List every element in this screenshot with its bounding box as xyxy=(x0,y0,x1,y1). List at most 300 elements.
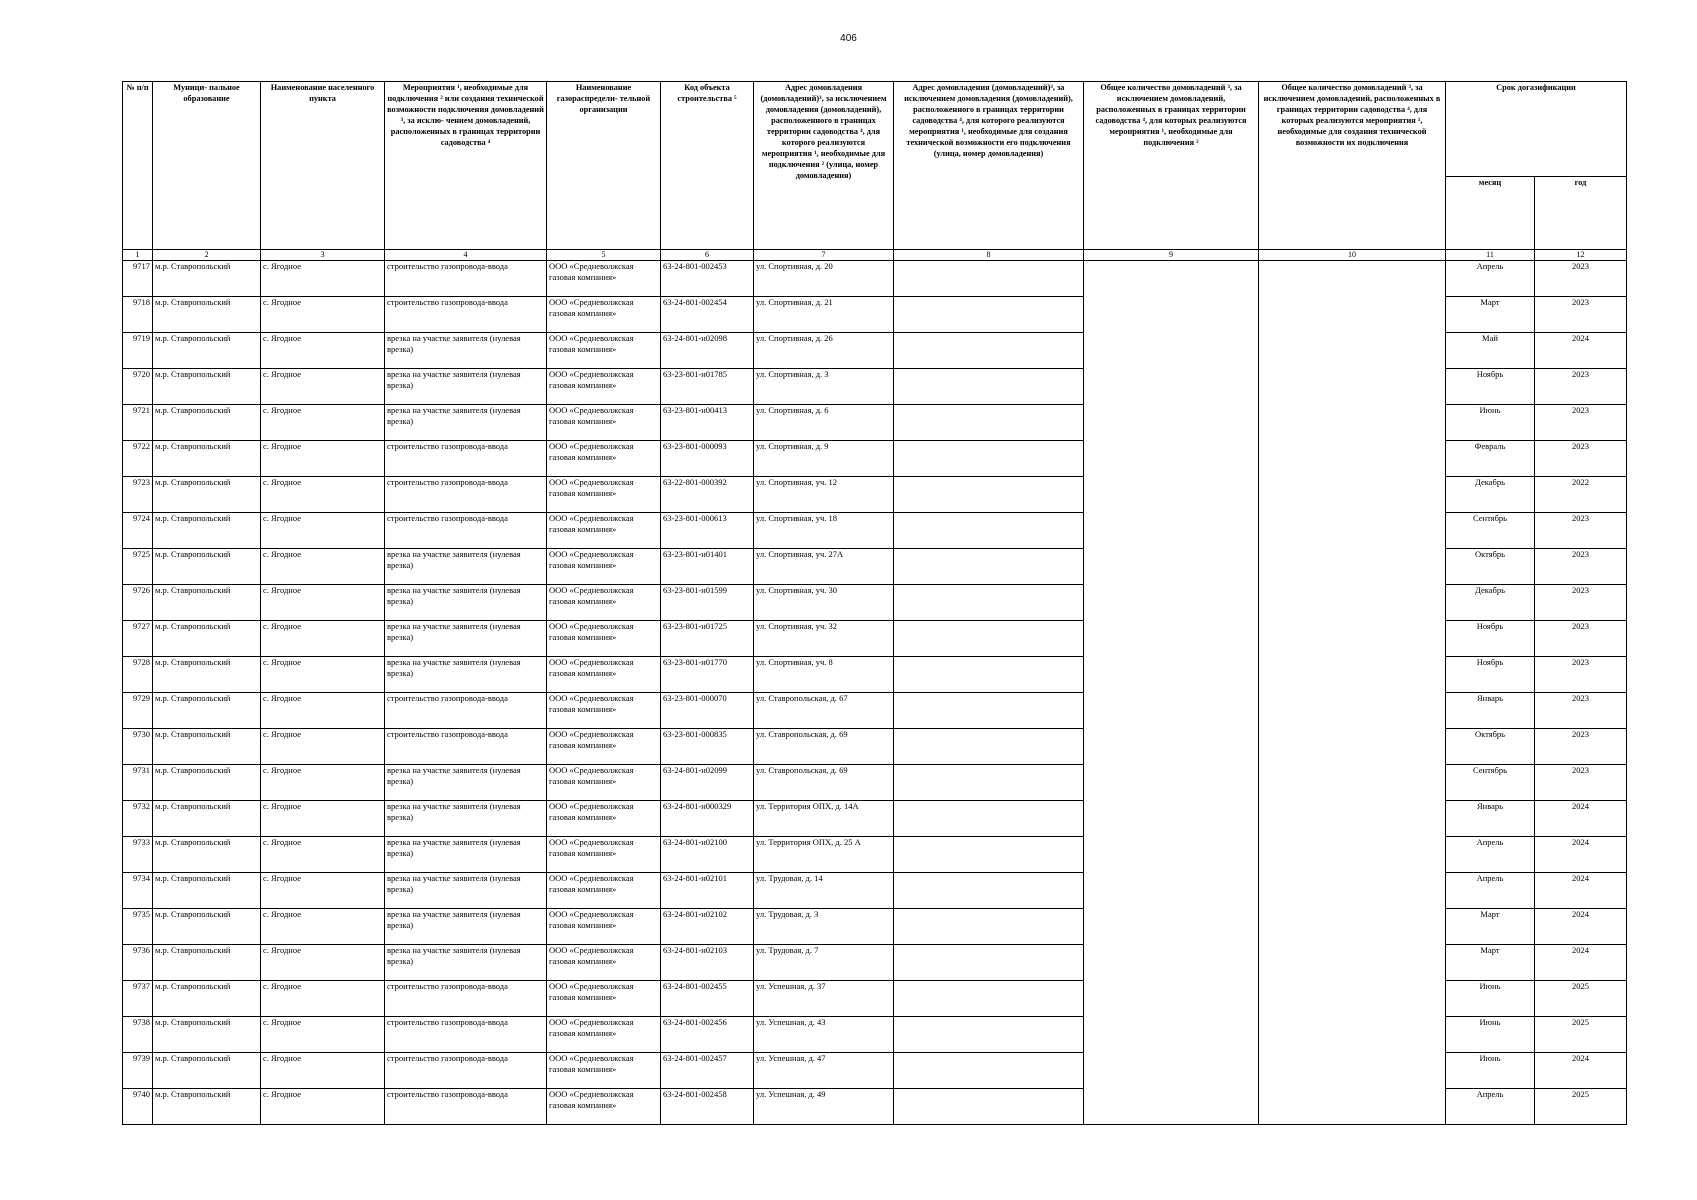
month-cell: Декабрь xyxy=(1446,477,1535,513)
municipality-cell: м.р. Ставропольский xyxy=(153,585,261,621)
organization-cell: ООО «Средневолжская газовая компания» xyxy=(547,873,661,909)
column-number: 2 xyxy=(153,250,261,261)
count-connection-cell xyxy=(1084,945,1259,981)
municipality-cell: м.р. Ставропольский xyxy=(153,261,261,297)
header-object-code: Код объекта строительства ⁵ xyxy=(661,82,754,250)
event-cell: врезка на участке заявителя (нулевая врезка) xyxy=(385,765,547,801)
event-cell: строительство газопровода-ввода xyxy=(385,1089,547,1125)
event-cell: врезка на участке заявителя (нулевая врезка) xyxy=(385,405,547,441)
municipality-cell: м.р. Ставропольский xyxy=(153,441,261,477)
address-cell: ул. Успешная, д. 37 xyxy=(754,981,894,1017)
count-connection-cell xyxy=(1084,1017,1259,1053)
event-cell: строительство газопровода-ввода xyxy=(385,513,547,549)
address-technical-cell xyxy=(894,441,1084,477)
settlement-cell: с. Ягодное xyxy=(261,297,385,333)
row-number: 9724 xyxy=(123,513,153,549)
header-events: Мероприятия ¹, необходимые для подключения ² или создания технической возможности подключения домовладений ³, за исклю- чением домовладений, расположенных в границах территории садоводства ⁴ xyxy=(385,82,547,250)
count-connection-cell xyxy=(1084,621,1259,657)
header-year: год xyxy=(1535,177,1627,250)
address-technical-cell xyxy=(894,945,1084,981)
address-technical-cell xyxy=(894,477,1084,513)
organization-cell: ООО «Средневолжская газовая компания» xyxy=(547,297,661,333)
municipality-cell: м.р. Ставропольский xyxy=(153,369,261,405)
address-cell: ул. Спортивная, уч. 18 xyxy=(754,513,894,549)
municipality-cell: м.р. Ставропольский xyxy=(153,945,261,981)
settlement-cell: с. Ягодное xyxy=(261,333,385,369)
month-cell: Апрель xyxy=(1446,873,1535,909)
year-cell: 2023 xyxy=(1535,549,1627,585)
organization-cell: ООО «Средневолжская газовая компания» xyxy=(547,261,661,297)
event-cell: врезка на участке заявителя (нулевая врезка) xyxy=(385,801,547,837)
organization-cell: ООО «Средневолжская газовая компания» xyxy=(547,441,661,477)
column-number: 8 xyxy=(894,250,1084,261)
month-cell: Июнь xyxy=(1446,1017,1535,1053)
municipality-cell: м.р. Ставропольский xyxy=(153,549,261,585)
month-cell: Ноябрь xyxy=(1446,369,1535,405)
settlement-cell: с. Ягодное xyxy=(261,801,385,837)
event-cell: врезка на участке заявителя (нулевая врезка) xyxy=(385,873,547,909)
organization-cell: ООО «Средневолжская газовая компания» xyxy=(547,621,661,657)
row-number: 9729 xyxy=(123,693,153,729)
column-number: 3 xyxy=(261,250,385,261)
table-header xyxy=(123,82,1627,261)
year-cell: 2023 xyxy=(1535,693,1627,729)
table-row xyxy=(123,513,1627,549)
municipality-cell: м.р. Ставропольский xyxy=(153,1089,261,1125)
count-technical-cell xyxy=(1259,261,1446,297)
row-number: 9739 xyxy=(123,1053,153,1089)
organization-cell: ООО «Средневолжская газовая компания» xyxy=(547,765,661,801)
organization-cell: ООО «Средневолжская газовая компания» xyxy=(547,333,661,369)
address-technical-cell xyxy=(894,837,1084,873)
municipality-cell: м.р. Ставропольский xyxy=(153,621,261,657)
address-technical-cell xyxy=(894,765,1084,801)
count-technical-cell xyxy=(1259,945,1446,981)
settlement-cell: с. Ягодное xyxy=(261,405,385,441)
header-organization: Наименование газораспредели- тельной организации xyxy=(547,82,661,250)
address-cell: ул. Трудовая, д. 7 xyxy=(754,945,894,981)
header-address-technical: Адрес домовладения (домовладений)³, за исключением домовладения (домовладений), расположенного в границах территории садоводства ⁴, для которого реализуются мероприятия ¹, необходимые для создания технической возможности его подключения (улица, номер домовладения) xyxy=(894,82,1084,250)
object-code-cell: 63-23-801-н00413 xyxy=(661,405,754,441)
municipality-cell: м.р. Ставропольский xyxy=(153,837,261,873)
address-cell: ул. Спортивная, уч. 27А xyxy=(754,549,894,585)
count-technical-cell xyxy=(1259,585,1446,621)
organization-cell: ООО «Средневолжская газовая компания» xyxy=(547,945,661,981)
month-cell: Сентябрь xyxy=(1446,513,1535,549)
event-cell: строительство газопровода-ввода xyxy=(385,729,547,765)
event-cell: врезка на участке заявителя (нулевая врезка) xyxy=(385,657,547,693)
count-connection-cell xyxy=(1084,765,1259,801)
month-cell: Апрель xyxy=(1446,261,1535,297)
object-code-cell: 63-24-801-н000329 xyxy=(661,801,754,837)
table-row xyxy=(123,837,1627,873)
row-number: 9734 xyxy=(123,873,153,909)
month-cell: Март xyxy=(1446,909,1535,945)
column-number: 1 xyxy=(123,250,153,261)
year-cell: 2023 xyxy=(1535,297,1627,333)
address-cell: ул. Успешная, д. 43 xyxy=(754,1017,894,1053)
address-cell: ул. Ставропольская, д. 69 xyxy=(754,729,894,765)
settlement-cell: с. Ягодное xyxy=(261,549,385,585)
table-row xyxy=(123,1089,1627,1125)
object-code-cell: 63-24-801-н02102 xyxy=(661,909,754,945)
count-connection-cell xyxy=(1084,693,1259,729)
settlement-cell: с. Ягодное xyxy=(261,837,385,873)
organization-cell: ООО «Средневолжская газовая компания» xyxy=(547,909,661,945)
organization-cell: ООО «Средневолжская газовая компания» xyxy=(547,513,661,549)
count-technical-cell xyxy=(1259,1089,1446,1125)
column-number: 7 xyxy=(754,250,894,261)
table-row xyxy=(123,945,1627,981)
address-cell: ул. Трудовая, д. 14 xyxy=(754,873,894,909)
settlement-cell: с. Ягодное xyxy=(261,765,385,801)
count-connection-cell xyxy=(1084,837,1259,873)
month-cell: Декабрь xyxy=(1446,585,1535,621)
year-cell: 2023 xyxy=(1535,657,1627,693)
address-cell: ул. Территория ОПХ, д. 14А xyxy=(754,801,894,837)
count-connection-cell xyxy=(1084,1089,1259,1125)
year-cell: 2023 xyxy=(1535,621,1627,657)
count-technical-cell xyxy=(1259,297,1446,333)
header-deadline: Срок догазификации xyxy=(1446,82,1627,177)
count-technical-cell xyxy=(1259,333,1446,369)
address-cell: ул. Спортивная, д. 3 xyxy=(754,369,894,405)
year-cell: 2024 xyxy=(1535,873,1627,909)
municipality-cell: м.р. Ставропольский xyxy=(153,657,261,693)
month-cell: Май xyxy=(1446,333,1535,369)
count-connection-cell xyxy=(1084,873,1259,909)
address-technical-cell xyxy=(894,513,1084,549)
count-technical-cell xyxy=(1259,1017,1446,1053)
object-code-cell: 63-24-801-н02099 xyxy=(661,765,754,801)
address-technical-cell xyxy=(894,981,1084,1017)
month-cell: Апрель xyxy=(1446,837,1535,873)
settlement-cell: с. Ягодное xyxy=(261,513,385,549)
table-body xyxy=(123,261,1627,1125)
settlement-cell: с. Ягодное xyxy=(261,441,385,477)
settlement-cell: с. Ягодное xyxy=(261,1089,385,1125)
count-connection-cell xyxy=(1084,657,1259,693)
municipality-cell: м.р. Ставропольский xyxy=(153,333,261,369)
year-cell: 2024 xyxy=(1535,945,1627,981)
month-cell: Март xyxy=(1446,297,1535,333)
event-cell: врезка на участке заявителя (нулевая врезка) xyxy=(385,369,547,405)
address-technical-cell xyxy=(894,261,1084,297)
event-cell: строительство газопровода-ввода xyxy=(385,693,547,729)
event-cell: строительство газопровода-ввода xyxy=(385,261,547,297)
year-cell: 2023 xyxy=(1535,585,1627,621)
count-connection-cell xyxy=(1084,585,1259,621)
year-cell: 2022 xyxy=(1535,477,1627,513)
address-cell: ул. Ставропольская, д. 69 xyxy=(754,765,894,801)
object-code-cell: 63-24-801-н02101 xyxy=(661,873,754,909)
address-cell: ул. Ставропольская, д. 67 xyxy=(754,693,894,729)
count-technical-cell xyxy=(1259,1053,1446,1089)
count-connection-cell xyxy=(1084,981,1259,1017)
count-connection-cell xyxy=(1084,333,1259,369)
settlement-cell: с. Ягодное xyxy=(261,1053,385,1089)
settlement-cell: с. Ягодное xyxy=(261,621,385,657)
table-row xyxy=(123,873,1627,909)
row-number: 9717 xyxy=(123,261,153,297)
municipality-cell: м.р. Ставропольский xyxy=(153,873,261,909)
year-cell: 2024 xyxy=(1535,837,1627,873)
address-technical-cell xyxy=(894,693,1084,729)
address-cell: ул. Успешная, д. 47 xyxy=(754,1053,894,1089)
month-cell: Апрель xyxy=(1446,1089,1535,1125)
month-cell: Март xyxy=(1446,945,1535,981)
count-technical-cell xyxy=(1259,441,1446,477)
municipality-cell: м.р. Ставропольский xyxy=(153,477,261,513)
row-number: 9720 xyxy=(123,369,153,405)
year-cell: 2023 xyxy=(1535,261,1627,297)
address-cell: ул. Спортивная, уч. 12 xyxy=(754,477,894,513)
count-connection-cell xyxy=(1084,297,1259,333)
municipality-cell: м.р. Ставропольский xyxy=(153,297,261,333)
settlement-cell: с. Ягодное xyxy=(261,909,385,945)
month-cell: Январь xyxy=(1446,801,1535,837)
month-cell: Январь xyxy=(1446,693,1535,729)
column-number-row xyxy=(123,250,1627,261)
header-month: месяц xyxy=(1446,177,1535,250)
object-code-cell: 63-24-801-002456 xyxy=(661,1017,754,1053)
count-technical-cell xyxy=(1259,837,1446,873)
object-code-cell: 63-24-801-002453 xyxy=(661,261,754,297)
settlement-cell: с. Ягодное xyxy=(261,477,385,513)
count-connection-cell xyxy=(1084,549,1259,585)
municipality-cell: м.р. Ставропольский xyxy=(153,513,261,549)
object-code-cell: 63-24-801-н02103 xyxy=(661,945,754,981)
month-cell: Октябрь xyxy=(1446,729,1535,765)
count-technical-cell xyxy=(1259,621,1446,657)
municipality-cell: м.р. Ставропольский xyxy=(153,405,261,441)
settlement-cell: с. Ягодное xyxy=(261,693,385,729)
table-row xyxy=(123,729,1627,765)
year-cell: 2024 xyxy=(1535,1053,1627,1089)
month-cell: Ноябрь xyxy=(1446,657,1535,693)
settlement-cell: с. Ягодное xyxy=(261,261,385,297)
year-cell: 2025 xyxy=(1535,1017,1627,1053)
row-number: 9735 xyxy=(123,909,153,945)
object-code-cell: 63-23-801-000835 xyxy=(661,729,754,765)
organization-cell: ООО «Средневолжская газовая компания» xyxy=(547,585,661,621)
month-cell: Ноябрь xyxy=(1446,621,1535,657)
count-technical-cell xyxy=(1259,693,1446,729)
month-cell: Сентябрь xyxy=(1446,765,1535,801)
column-number: 4 xyxy=(385,250,547,261)
row-number: 9723 xyxy=(123,477,153,513)
municipality-cell: м.р. Ставропольский xyxy=(153,1017,261,1053)
object-code-cell: 63-23-801-000070 xyxy=(661,693,754,729)
table-row xyxy=(123,981,1627,1017)
object-code-cell: 63-23-801-н01725 xyxy=(661,621,754,657)
row-number: 9730 xyxy=(123,729,153,765)
address-cell: ул. Спортивная, д. 26 xyxy=(754,333,894,369)
organization-cell: ООО «Средневолжская газовая компания» xyxy=(547,981,661,1017)
count-connection-cell xyxy=(1084,729,1259,765)
object-code-cell: 63-24-801-н02098 xyxy=(661,333,754,369)
organization-cell: ООО «Средневолжская газовая компания» xyxy=(547,1053,661,1089)
year-cell: 2024 xyxy=(1535,801,1627,837)
address-technical-cell xyxy=(894,549,1084,585)
table-row xyxy=(123,909,1627,945)
count-connection-cell xyxy=(1084,261,1259,297)
municipality-cell: м.р. Ставропольский xyxy=(153,909,261,945)
gasification-table xyxy=(122,81,1627,1125)
count-technical-cell xyxy=(1259,801,1446,837)
object-code-cell: 63-22-801-000392 xyxy=(661,477,754,513)
address-technical-cell xyxy=(894,621,1084,657)
object-code-cell: 63-23-801-000613 xyxy=(661,513,754,549)
row-number: 9731 xyxy=(123,765,153,801)
event-cell: врезка на участке заявителя (нулевая врезка) xyxy=(385,549,547,585)
object-code-cell: 63-23-801-000093 xyxy=(661,441,754,477)
row-number: 9718 xyxy=(123,297,153,333)
year-cell: 2023 xyxy=(1535,729,1627,765)
year-cell: 2023 xyxy=(1535,513,1627,549)
object-code-cell: 63-23-801-н01599 xyxy=(661,585,754,621)
object-code-cell: 63-23-801-н01401 xyxy=(661,549,754,585)
settlement-cell: с. Ягодное xyxy=(261,945,385,981)
row-number: 9732 xyxy=(123,801,153,837)
count-connection-cell xyxy=(1084,405,1259,441)
column-number: 12 xyxy=(1535,250,1627,261)
settlement-cell: с. Ягодное xyxy=(261,873,385,909)
table-row xyxy=(123,405,1627,441)
count-connection-cell xyxy=(1084,513,1259,549)
row-number: 9728 xyxy=(123,657,153,693)
count-technical-cell xyxy=(1259,657,1446,693)
event-cell: врезка на участке заявителя (нулевая врезка) xyxy=(385,837,547,873)
month-cell: Июнь xyxy=(1446,981,1535,1017)
year-cell: 2023 xyxy=(1535,765,1627,801)
table-row xyxy=(123,693,1627,729)
table-row xyxy=(123,801,1627,837)
column-number: 9 xyxy=(1084,250,1259,261)
organization-cell: ООО «Средневолжская газовая компания» xyxy=(547,549,661,585)
count-technical-cell xyxy=(1259,981,1446,1017)
address-cell: ул. Успешная, д. 49 xyxy=(754,1089,894,1125)
year-cell: 2025 xyxy=(1535,1089,1627,1125)
settlement-cell: с. Ягодное xyxy=(261,369,385,405)
row-number: 9738 xyxy=(123,1017,153,1053)
settlement-cell: с. Ягодное xyxy=(261,729,385,765)
table-row xyxy=(123,297,1627,333)
municipality-cell: м.р. Ставропольский xyxy=(153,729,261,765)
table-row xyxy=(123,585,1627,621)
municipality-cell: м.р. Ставропольский xyxy=(153,765,261,801)
address-cell: ул. Спортивная, уч. 8 xyxy=(754,657,894,693)
year-cell: 2024 xyxy=(1535,909,1627,945)
header-count-technical: Общее количество домовладений ³, за исключением домовладений, расположенных в границах территории садоводства ⁴, для которых реализуются мероприятия ¹, необходимые для создания технической возможности их подключения xyxy=(1259,82,1446,250)
address-technical-cell xyxy=(894,1017,1084,1053)
table-row xyxy=(123,333,1627,369)
page-number: 406 xyxy=(840,33,857,44)
row-number: 9721 xyxy=(123,405,153,441)
count-connection-cell xyxy=(1084,441,1259,477)
table-row xyxy=(123,261,1627,297)
settlement-cell: с. Ягодное xyxy=(261,1017,385,1053)
organization-cell: ООО «Средневолжская газовая компания» xyxy=(547,729,661,765)
row-number: 9725 xyxy=(123,549,153,585)
organization-cell: ООО «Средневолжская газовая компания» xyxy=(547,1089,661,1125)
count-technical-cell xyxy=(1259,513,1446,549)
event-cell: врезка на участке заявителя (нулевая врезка) xyxy=(385,945,547,981)
row-number: 9737 xyxy=(123,981,153,1017)
column-number: 11 xyxy=(1446,250,1535,261)
header-settlement: Наименование населенного пункта xyxy=(261,82,385,250)
count-technical-cell xyxy=(1259,477,1446,513)
table-row xyxy=(123,765,1627,801)
header-address-connection: Адрес домовладения (домовладений)³, за исключением домовладения (домовладений), расположенного в границах территории садоводства ⁴, для которого реализуются мероприятия ¹, необходимые для подключения ² (улица, номер домовладения) xyxy=(754,82,894,250)
address-technical-cell xyxy=(894,297,1084,333)
address-cell: ул. Спортивная, д. 21 xyxy=(754,297,894,333)
count-technical-cell xyxy=(1259,909,1446,945)
municipality-cell: м.р. Ставропольский xyxy=(153,693,261,729)
event-cell: врезка на участке заявителя (нулевая врезка) xyxy=(385,621,547,657)
address-technical-cell xyxy=(894,585,1084,621)
organization-cell: ООО «Средневолжская газовая компания» xyxy=(547,801,661,837)
organization-cell: ООО «Средневолжская газовая компания» xyxy=(547,837,661,873)
municipality-cell: м.р. Ставропольский xyxy=(153,801,261,837)
address-technical-cell xyxy=(894,729,1084,765)
year-cell: 2024 xyxy=(1535,333,1627,369)
settlement-cell: с. Ягодное xyxy=(261,585,385,621)
table-row xyxy=(123,369,1627,405)
address-cell: ул. Спортивная, д. 20 xyxy=(754,261,894,297)
column-number: 10 xyxy=(1259,250,1446,261)
row-number: 9740 xyxy=(123,1089,153,1125)
month-cell: Февраль xyxy=(1446,441,1535,477)
table-row xyxy=(123,657,1627,693)
settlement-cell: с. Ягодное xyxy=(261,981,385,1017)
count-connection-cell xyxy=(1084,477,1259,513)
count-connection-cell xyxy=(1084,369,1259,405)
event-cell: врезка на участке заявителя (нулевая врезка) xyxy=(385,909,547,945)
row-number: 9736 xyxy=(123,945,153,981)
organization-cell: ООО «Средневолжская газовая компания» xyxy=(547,369,661,405)
table-row xyxy=(123,1017,1627,1053)
event-cell: строительство газопровода-ввода xyxy=(385,1017,547,1053)
address-technical-cell xyxy=(894,801,1084,837)
object-code-cell: 63-24-801-002455 xyxy=(661,981,754,1017)
count-technical-cell xyxy=(1259,765,1446,801)
count-connection-cell xyxy=(1084,1053,1259,1089)
table-row xyxy=(123,549,1627,585)
year-cell: 2025 xyxy=(1535,981,1627,1017)
row-number: 9726 xyxy=(123,585,153,621)
header-count-connection: Общее количество домовладений ³, за исключением домовладений, расположенных в границах территории садоводства ⁴, для которых реализуются мероприятия ¹, необходимые для подключения ² xyxy=(1084,82,1259,250)
address-cell: ул. Спортивная, уч. 30 xyxy=(754,585,894,621)
count-technical-cell xyxy=(1259,405,1446,441)
event-cell: строительство газопровода-ввода xyxy=(385,441,547,477)
count-technical-cell xyxy=(1259,369,1446,405)
month-cell: Июнь xyxy=(1446,405,1535,441)
table-row xyxy=(123,441,1627,477)
year-cell: 2023 xyxy=(1535,369,1627,405)
object-code-cell: 63-24-801-002457 xyxy=(661,1053,754,1089)
row-number: 9727 xyxy=(123,621,153,657)
object-code-cell: 63-24-801-002458 xyxy=(661,1089,754,1125)
header-number: № п/п xyxy=(123,82,153,250)
address-technical-cell xyxy=(894,1089,1084,1125)
table-row xyxy=(123,477,1627,513)
event-cell: строительство газопровода-ввода xyxy=(385,1053,547,1089)
event-cell: врезка на участке заявителя (нулевая врезка) xyxy=(385,585,547,621)
address-cell: ул. Спортивная, д. 9 xyxy=(754,441,894,477)
header-municipality: Муници- пальное образование xyxy=(153,82,261,250)
event-cell: врезка на участке заявителя (нулевая врезка) xyxy=(385,333,547,369)
